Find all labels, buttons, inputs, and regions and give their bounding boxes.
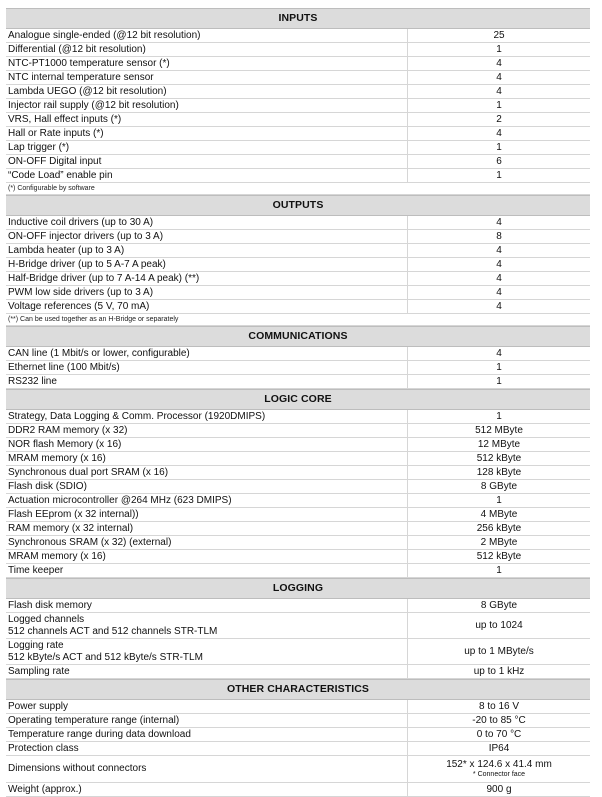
row-value: 152* x 124.6 x 41.4 mm <box>446 759 552 770</box>
row-label: CAN line (1 Mbit/s or lower, configurable) <box>6 347 408 360</box>
section-logging <box>6 599 590 679</box>
row-value: 4 <box>496 258 502 270</box>
row-label: RAM memory (x 32 internal) <box>6 522 408 535</box>
row-value: -20 to 85 °C <box>472 714 526 726</box>
row-value: 512 kByte <box>476 550 522 562</box>
table-row <box>6 43 590 57</box>
row-label: VRS, Hall effect inputs (*) <box>6 113 408 126</box>
row-value: 1 <box>496 169 502 181</box>
row-value: 4 MByte <box>480 508 518 520</box>
row-label: ON-OFF injector drivers (up to 3 A) <box>6 230 408 243</box>
table-row <box>6 216 590 230</box>
table-row <box>6 57 590 71</box>
row-value: 2 MByte <box>480 536 518 548</box>
row-label-group <box>6 613 408 638</box>
row-value: up to 1024 <box>475 619 523 631</box>
row-label: Half-Bridge driver (up to 7 A-14 A peak) (**) <box>6 272 408 285</box>
row-value: 1 <box>496 141 502 153</box>
row-label: Inductive coil drivers (up to 30 A) <box>6 216 408 229</box>
table-row <box>6 438 590 452</box>
row-label: RS232 line <box>6 375 408 388</box>
row-label: ON-OFF Digital input <box>6 155 408 168</box>
row-value: 4 <box>496 286 502 298</box>
table-row <box>6 347 590 361</box>
row-value: 4 <box>496 127 502 139</box>
row-value: 12 MByte <box>477 438 521 450</box>
row-label: H-Bridge driver (up to 5 A-7 A peak) <box>6 258 408 271</box>
row-label: Flash disk memory <box>6 599 408 612</box>
table-row <box>6 756 590 783</box>
row-value: 128 kByte <box>476 466 522 478</box>
row-value: 4 <box>496 347 502 359</box>
table-row <box>6 424 590 438</box>
row-value: 1 <box>496 99 502 111</box>
row-value: 512 MByte <box>475 424 523 436</box>
table-row <box>6 410 590 424</box>
table-row <box>6 714 590 728</box>
table-row <box>6 169 590 183</box>
row-value: 0 to 70 °C <box>476 728 522 740</box>
table-row <box>6 508 590 522</box>
row-value: up to 1 kHz <box>473 665 525 677</box>
section-header-outputs: OUTPUTS <box>6 195 590 216</box>
row-value: 1 <box>496 410 502 422</box>
row-label: Lambda UEGO (@12 bit resolution) <box>6 85 408 98</box>
row-value: 8 GByte <box>480 599 518 611</box>
table-row <box>6 375 590 389</box>
table-row <box>6 494 590 508</box>
row-label: Differential (@12 bit resolution) <box>6 43 408 56</box>
row-label: Temperature range during data download <box>6 728 408 741</box>
footnote: (**) Can be used together as an H-Bridge or separately <box>6 314 590 326</box>
row-value: 1 <box>496 494 502 506</box>
table-row <box>6 113 590 127</box>
row-label: Weight (approx.) <box>6 783 408 796</box>
table-row <box>6 639 590 665</box>
row-label: Injector rail supply (@12 bit resolution) <box>6 99 408 112</box>
section-header-inputs: INPUTS <box>6 8 590 29</box>
section-logic-core <box>6 410 590 578</box>
row-value: 4 <box>496 57 502 69</box>
row-label: MRAM memory (x 16) <box>6 452 408 465</box>
row-label: Logged channels <box>8 613 85 625</box>
table-row <box>6 286 590 300</box>
table-row <box>6 244 590 258</box>
row-label: Logging rate <box>8 639 64 651</box>
row-label: “Code Load” enable pin <box>6 169 408 182</box>
section-header-logging: LOGGING <box>6 578 590 599</box>
row-label: Strategy, Data Logging & Comm. Processor (1920DMIPS) <box>6 410 408 423</box>
section-communications <box>6 347 590 389</box>
table-row <box>6 564 590 578</box>
row-label: Dimensions without connectors <box>6 756 408 782</box>
table-row <box>6 141 590 155</box>
row-value: 8 <box>496 230 502 242</box>
table-row <box>6 99 590 113</box>
table-row <box>6 258 590 272</box>
table-row <box>6 71 590 85</box>
row-label: PWM low side drivers (up to 3 A) <box>6 286 408 299</box>
section-header-other-characteristics: OTHER CHARACTERISTICS <box>6 679 590 700</box>
section-header-communications: COMMUNICATIONS <box>6 326 590 347</box>
row-value: 4 <box>496 85 502 97</box>
row-value-group <box>408 756 590 782</box>
table-row <box>6 452 590 466</box>
row-value: 25 <box>493 29 505 41</box>
footnote: (*) Configurable by software <box>6 183 590 195</box>
row-label-detail: 512 kByte/s ACT and 512 kByte/s STR-TLM <box>8 651 203 663</box>
row-label: Lambda heater (up to 3 A) <box>6 244 408 257</box>
table-row <box>6 29 590 43</box>
table-row <box>6 300 590 314</box>
row-label: Flash disk (SDIO) <box>6 480 408 493</box>
row-value: 8 GByte <box>480 480 518 492</box>
row-value: 1 <box>496 375 502 387</box>
row-label: NTC-PT1000 temperature sensor (*) <box>6 57 408 70</box>
row-value: 900 g <box>486 783 512 795</box>
row-label: NTC internal temperature sensor <box>6 71 408 84</box>
table-row <box>6 85 590 99</box>
table-row <box>6 522 590 536</box>
table-row <box>6 665 590 679</box>
table-row <box>6 272 590 286</box>
row-label: Analogue single-ended (@12 bit resolution) <box>6 29 408 42</box>
row-value: 512 kByte <box>476 452 522 464</box>
table-row <box>6 230 590 244</box>
table-row <box>6 466 590 480</box>
row-label: Lap trigger (*) <box>6 141 408 154</box>
row-label: Synchronous dual port SRAM (x 16) <box>6 466 408 479</box>
table-row <box>6 536 590 550</box>
row-label: Actuation microcontroller @264 MHz (623 DMIPS) <box>6 494 408 507</box>
row-value: 6 <box>496 155 502 167</box>
row-value: 4 <box>496 71 502 83</box>
row-label-group <box>6 639 408 664</box>
section-header-logic-core: LOGIC CORE <box>6 389 590 410</box>
row-value: 4 <box>496 216 502 228</box>
row-value: 8 to 16 V <box>478 700 520 712</box>
row-label: Flash EEprom (x 32 internal)) <box>6 508 408 521</box>
row-value: 4 <box>496 300 502 312</box>
row-value: 1 <box>496 564 502 576</box>
row-value: IP64 <box>488 742 510 754</box>
row-label: Synchronous SRAM (x 32) (external) <box>6 536 408 549</box>
table-row <box>6 127 590 141</box>
row-label: Hall or Rate inputs (*) <box>6 127 408 140</box>
row-label: Protection class <box>6 742 408 755</box>
row-value: 1 <box>496 361 502 373</box>
row-label: Ethernet line (100 Mbit/s) <box>6 361 408 374</box>
row-label: Sampling rate <box>6 665 408 678</box>
row-value: 4 <box>496 272 502 284</box>
row-label: Operating temperature range (internal) <box>6 714 408 727</box>
table-row <box>6 742 590 756</box>
row-label: NOR flash Memory (x 16) <box>6 438 408 451</box>
row-label-detail: 512 channels ACT and 512 channels STR-TLM <box>8 625 218 637</box>
row-value: 4 <box>496 244 502 256</box>
row-label: DDR2 RAM memory (x 32) <box>6 424 408 437</box>
section-other-characteristics <box>6 700 590 797</box>
table-row <box>6 728 590 742</box>
table-row <box>6 700 590 714</box>
row-value-note: * Connector face <box>472 771 526 778</box>
table-row <box>6 783 590 797</box>
table-row <box>6 550 590 564</box>
table-row <box>6 480 590 494</box>
row-value: 2 <box>496 113 502 125</box>
row-label: MRAM memory (x 16) <box>6 550 408 563</box>
table-row <box>6 613 590 639</box>
section-inputs <box>6 29 590 195</box>
spec-sheet <box>6 8 590 797</box>
row-label: Power supply <box>6 700 408 713</box>
row-value: up to 1 MByte/s <box>464 645 534 657</box>
row-value: 256 kByte <box>476 522 522 534</box>
row-label: Voltage references (5 V, 70 mA) <box>6 300 408 313</box>
row-label: Time keeper <box>6 564 408 577</box>
table-row <box>6 155 590 169</box>
table-row <box>6 599 590 613</box>
section-outputs <box>6 216 590 326</box>
table-row <box>6 361 590 375</box>
row-value: 1 <box>496 43 502 55</box>
